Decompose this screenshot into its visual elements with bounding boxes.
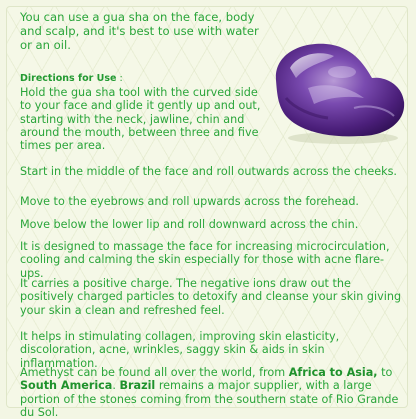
paragraph-chin: Move below the lower lip and roll downward across the chin. [20, 218, 359, 231]
origin-part-1: Amethyst can be found all over the world, from [20, 366, 289, 379]
origin-part-4: remains a major supplier, with a large portion of the stones coming from the southern state of Rio Grande du Sol. [20, 379, 399, 419]
paragraph-origin [20, 366, 410, 419]
paragraph-collagen: It helps in stimulating collagen, improving skin elasticity, discoloration, acne, wrinkles, saggy skin & aids in skin inflammation. [20, 330, 340, 370]
origin-highlight-africa-asia: Africa to Asia, [288, 366, 378, 379]
directions-colon: : [116, 73, 123, 84]
directions-heading [20, 72, 123, 85]
origin-highlight-brazil: Brazil [119, 379, 156, 393]
amethyst-gua-sha-image [268, 38, 408, 148]
origin-part-2: to [377, 366, 393, 379]
directions-title: Directions for Use [20, 73, 117, 84]
paragraph-cheeks: Start in the middle of the face and roll outwards across the cheeks. [20, 165, 397, 178]
origin-part-3: . [112, 379, 120, 393]
intro-text: You can use a gua sha on the face, body and scalp, and it's best to use with water or an oil. [20, 10, 259, 52]
paragraph-forehead: Move to the eyebrows and roll upwards across the forehead. [20, 195, 359, 208]
paragraph-positive-charge: It carries a positive charge. The negative ions draw out the positively charged particles to detoxify and cleanse your skin giving your skin a clean and refreshed feel. [20, 277, 402, 317]
directions-text: Hold the gua sha tool with the curved side to your face and glide it gently up and out, starting with the neck, jawline, chin and around the mouth, between three and five times per area. [20, 86, 261, 153]
paragraph-microcirculation: It is designed to massage the face for increasing microcirculation, cooling and calming the skin especially for those with acne flare-ups. [20, 240, 390, 280]
origin-highlight-south-america: South America [20, 379, 113, 393]
